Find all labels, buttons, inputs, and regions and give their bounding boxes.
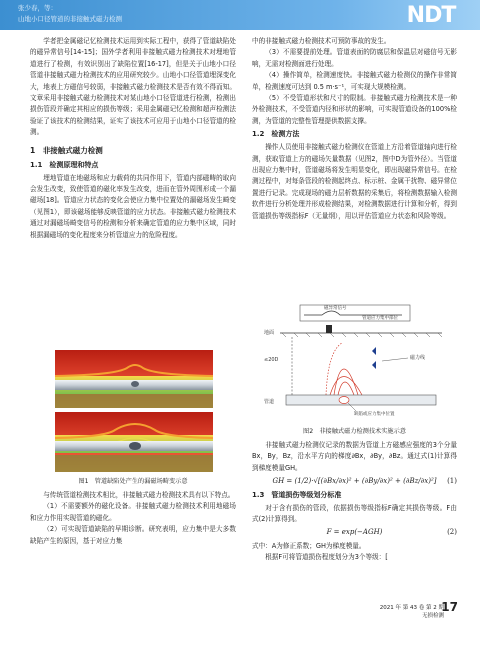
- paragraph: （4）操作简单，检测速度快。非接触式磁力检测仪的操作非常简单，检测速度可达到 0.5 m·s⁻¹，可实现大规模检测。: [252, 71, 457, 91]
- magnetic-field-lines: [326, 343, 362, 395]
- footer-info: [352, 604, 444, 620]
- label-depth: ≤20D: [264, 357, 279, 363]
- figure-1-caption: 图1 管道缺陷处产生的漏磁场畸变示意: [78, 478, 188, 485]
- figure-1-top-panel: [55, 350, 213, 408]
- defect-mark: [339, 397, 349, 404]
- paragraph: 与传统管道检测技术相比，非接触式磁力检测技术具有以下特点。: [43, 491, 235, 499]
- ndt-logo: NDT: [406, 3, 456, 28]
- label-stress: 管道应力集中部位: [362, 316, 398, 321]
- paragraph: （5）不受管道形状和尺寸的限制。非接触式磁力检测技术是一种外检测技术，不受管道内径和形状的影响，可实现管道设备的100%检测，为管道的完整性管理提供数据支撑。: [252, 94, 457, 125]
- paragraph: 学者把金属磁记忆检测技术运用到实际工程中，获得了管道缺陷处的磁异常信号[14-15]；国外学者利用非接触式磁力检测技术对埋地管道进行了检测，有效识别出了缺陷位置[16-17]，但是关于山地小口径管道非接触式磁力检测技术的应用研究较少。山地小口径管道埋深变化大，地表上方磁信号较弱，非接触式磁力检测技术是否有效不得而知。文章采用非接触式磁力检测技术对某山地小口径管道进行检测，检测出损伤管段并确定其相应的损伤等级；采用金属磁记忆检测和超声检测法验证了该技术的检测结果，证实了该技术可应用于山地小口径管道的检测。: [30, 37, 236, 137]
- label-anomaly: 磁异常信号: [324, 306, 347, 311]
- label-defect: 缺陷或应力集中位置: [354, 412, 395, 417]
- field-arrows: [372, 347, 376, 369]
- ground-hatch: [282, 333, 442, 337]
- right-column: [252, 36, 457, 222]
- paragraph: （1）不需要额外的磁化设备。非接触式磁力检测技术利用地磁场和应力作用实现管道的磁化。: [30, 502, 236, 522]
- instrument-icon: [326, 325, 332, 333]
- page-number: 17: [441, 600, 458, 614]
- footer-issue: 2021 年 第 43 卷 第 2 期: [379, 605, 444, 611]
- equation-1-number: (1): [447, 477, 457, 486]
- figure-1-leakage-field: [55, 350, 213, 472]
- equation-2-body: F = exp(−AGH): [326, 528, 383, 537]
- subsection-heading: 1.2 检测方法: [252, 130, 300, 139]
- equation-1: [252, 476, 457, 487]
- footer-journal: 无损检测: [421, 613, 444, 619]
- figure-2-detection-diagram: [262, 303, 447, 423]
- section-heading: 1 非接触式磁力检测: [30, 145, 103, 155]
- paragraph: 中的非接触式磁力检测技术可预防事故的发生。: [252, 37, 391, 45]
- figure-2-caption: 图2 非接触式磁力检测技术实施示意: [303, 428, 406, 435]
- right-column-lower: [252, 440, 457, 564]
- label-pipe: 管道: [264, 399, 275, 405]
- subsection-heading: 1.1 检测原理和特点: [30, 160, 99, 169]
- figure-1-bottom-panel: [55, 412, 213, 472]
- left-column-lower: [30, 490, 236, 547]
- paragraph: 埋地管道在地磁场和应力载荷的共同作用下，管道内部磁畴的取向会发生改变，致使管道的磁化率发生改变，进而在管外周围形成一个漏磁场[18]。管道应力状态的变化会使应力集中位置处的漏磁场发生畸变（见图1），即该磁场能够反映管道的应力状态。非接触式磁力检测技术通过对漏磁场畸变信号的检测和分析来确定管道的应力集中区域，同时根据漏磁场的变化程度来分析管道应力的危险程度。: [30, 173, 236, 239]
- paragraph: （3）不需要提前处理。管道表面的防腐层和保温层对磁信号无影响，无需对检测面进行处理。: [252, 48, 457, 68]
- equation-2-number: (2): [447, 528, 457, 537]
- subsection-heading: 1.3 管道损伤等级划分标准: [252, 490, 342, 499]
- paragraph: 对于含有损伤的管段，依据损伤等级指标F确定其损伤等级。F由式(2)计算得到。: [252, 503, 457, 524]
- label-ground: 地面: [264, 330, 275, 336]
- paragraph: 根据F可将管道损伤程度划分为3个等级：[: [265, 553, 388, 562]
- paragraph: （2）可实现管道缺陷的早期诊断。研究表明，应力集中是大多数缺陷产生的原因，基于对应力集: [30, 525, 236, 545]
- left-column: [30, 36, 236, 241]
- equation-2: [252, 527, 457, 538]
- running-authors: 张少春，等：: [18, 4, 57, 12]
- paragraph: 式中：A为修正系数；GH为梯度模量。: [252, 541, 366, 550]
- running-header: [0, 0, 480, 30]
- paragraph: 操作人员使用非接触式磁力检测仪在管道上方沿着管道轴向进行检测，获取管道上方的磁场矢量数据（见图2，图中D为管外径）。当管道出现应力集中时，管道磁场将发生明显变化，即出现磁异常信号。在检测过程中，对每条管段的检测起终点、标示桩、金属干扰物、磁异常位置进行记录。完成现场的磁力层析数据的采集后，将检测数据输入检测软件进行分析处理并形成检测结果，对检测数据进行计算和分析，得到管道损伤等级指标F（无量纲），用以评估管道应力状态和风险等级。: [252, 143, 457, 220]
- pipe: [286, 395, 436, 405]
- equation-1-body: GH = (1/2)·√[(∂Bx/∂x)² + (∂By/∂x)² + (∂Bz/∂x)²]: [272, 477, 437, 486]
- label-field: 磁力线: [410, 355, 426, 361]
- paragraph: 非接触式磁力检测仪记录的数据为管道上方磁感应强度的3个分量Bx，By，Bz，沿水平方向的梯度∂Bx，∂By，∂Bz。通过式(1)计算得到梯度模量GH。: [252, 441, 457, 472]
- running-title: 山地小口径管道的非接触式磁力检测: [18, 15, 122, 23]
